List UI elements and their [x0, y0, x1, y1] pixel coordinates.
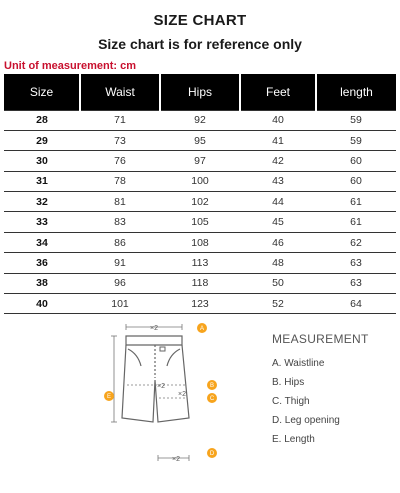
marker-e-label: E [106, 394, 112, 400]
cell-size: 33 [4, 212, 80, 232]
table-row [4, 171, 396, 191]
shorts-outline [122, 345, 189, 422]
column-header-size: Size [4, 74, 80, 110]
cell-length: 61 [316, 192, 396, 212]
waistband-outline [126, 336, 182, 345]
measurement-legend [272, 332, 369, 449]
cell-hips: 123 [160, 294, 240, 314]
cell-hips: 108 [160, 232, 240, 252]
cell-size: 30 [4, 151, 80, 171]
marker-c-label: C [209, 396, 215, 402]
cell-feet: 43 [240, 171, 316, 191]
table-row [4, 232, 396, 252]
table-header-row [4, 74, 396, 110]
cell-hips: 92 [160, 110, 240, 130]
table-row [4, 130, 396, 150]
cell-waist: 83 [80, 212, 160, 232]
cell-waist: 96 [80, 273, 160, 293]
cell-length: 61 [316, 212, 396, 232]
legend-item-leg-opening: D. Leg opening [272, 415, 340, 426]
marker-d-label: D [209, 451, 215, 457]
cell-hips: 105 [160, 212, 240, 232]
cell-feet: 45 [240, 212, 316, 232]
cell-feet: 44 [240, 192, 316, 212]
cell-length: 62 [316, 232, 396, 252]
times2-label-waist: ×2 [150, 325, 158, 332]
table-body [4, 110, 396, 314]
cell-size: 31 [4, 171, 80, 191]
cell-size: 36 [4, 253, 80, 273]
pocket-right [167, 349, 180, 366]
cell-length: 63 [316, 253, 396, 273]
size-table [4, 74, 396, 314]
cell-waist: 86 [80, 232, 160, 252]
table-row [4, 294, 396, 314]
cell-waist: 91 [80, 253, 160, 273]
cell-length: 63 [316, 273, 396, 293]
cell-length: 60 [316, 171, 396, 191]
cell-length: 60 [316, 151, 396, 171]
table-row [4, 110, 396, 130]
cell-size: 38 [4, 273, 80, 293]
column-header-waist: Waist [80, 74, 160, 110]
table-row [4, 151, 396, 171]
cell-hips: 102 [160, 192, 240, 212]
column-header-hips: Hips [160, 74, 240, 110]
cell-hips: 113 [160, 253, 240, 273]
cell-feet: 42 [240, 151, 316, 171]
legend-item-waistline: A. Waistline [272, 358, 325, 369]
cell-feet: 41 [240, 130, 316, 150]
column-header-length: length [316, 74, 396, 110]
cell-feet: 52 [240, 294, 316, 314]
cell-size: 28 [4, 110, 80, 130]
cell-waist: 78 [80, 171, 160, 191]
cell-size: 29 [4, 130, 80, 150]
cell-hips: 100 [160, 171, 240, 191]
unit-note: Unit of measurement: cm [4, 60, 137, 72]
table-row [4, 253, 396, 273]
pocket-left [128, 349, 141, 366]
times2-label-thigh: ×2 [178, 391, 186, 398]
cell-waist: 81 [80, 192, 160, 212]
waist-button [160, 347, 165, 351]
times2-label-leg: ×2 [172, 456, 180, 463]
cell-size: 32 [4, 192, 80, 212]
cell-waist: 71 [80, 110, 160, 130]
cell-feet: 46 [240, 232, 316, 252]
cell-length: 64 [316, 294, 396, 314]
marker-a-label: A [199, 326, 205, 332]
cell-waist: 73 [80, 130, 160, 150]
marker-b-label: B [209, 383, 215, 389]
table-row [4, 273, 396, 293]
legend-title: MEASUREMENT [272, 332, 369, 346]
cell-length: 59 [316, 130, 396, 150]
cell-feet: 48 [240, 253, 316, 273]
cell-hips: 97 [160, 151, 240, 171]
cell-size: 40 [4, 294, 80, 314]
page-title: SIZE CHART [153, 12, 247, 29]
cell-size: 34 [4, 232, 80, 252]
cell-hips: 95 [160, 130, 240, 150]
cell-waist: 76 [80, 151, 160, 171]
cell-feet: 40 [240, 110, 316, 130]
cell-length: 59 [316, 110, 396, 130]
cell-waist: 101 [80, 294, 160, 314]
cell-hips: 118 [160, 273, 240, 293]
shorts-diagram [98, 318, 228, 468]
legend-item-thigh: C. Thigh [272, 396, 310, 407]
page-subtitle: Size chart is for reference only [98, 36, 302, 52]
legend-item-length: E. Length [272, 434, 315, 445]
times2-label-hips: ×2 [157, 383, 165, 390]
cell-feet: 50 [240, 273, 316, 293]
table-row [4, 212, 396, 232]
legend-item-hips: B. Hips [272, 377, 305, 388]
column-header-feet: Feet [240, 74, 316, 110]
table-row [4, 192, 396, 212]
